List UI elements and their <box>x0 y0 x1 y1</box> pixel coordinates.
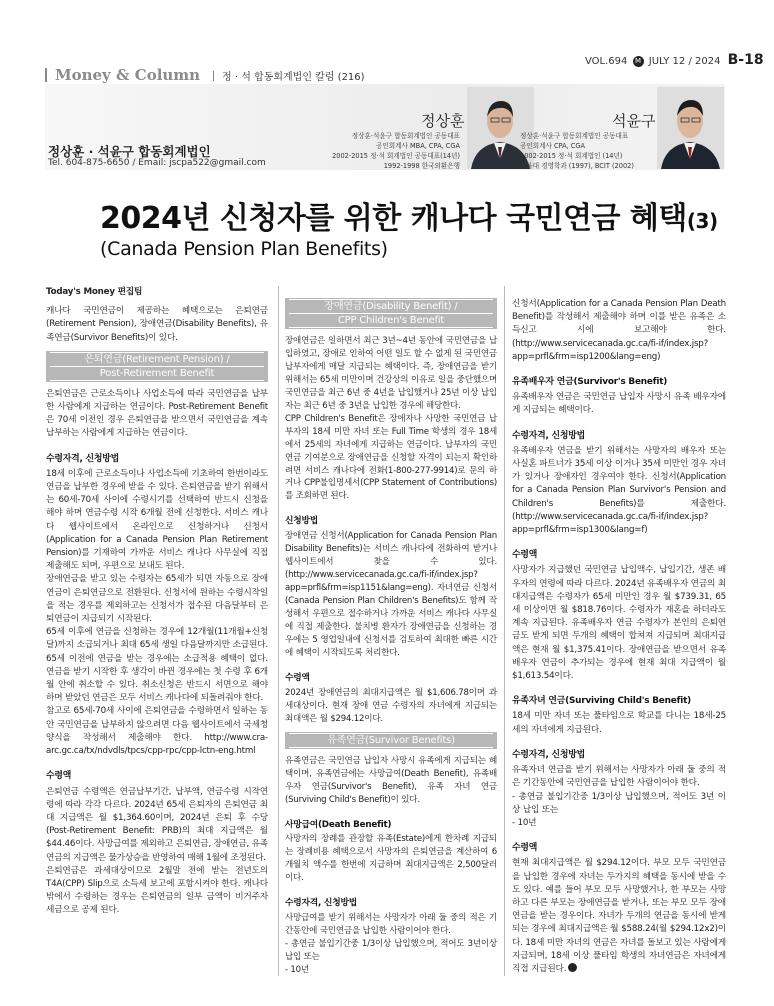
paragraph: 은퇴연금은 과세대상이므로 2월말 전에 받는 전년도의 T4A(CPP) Slip으로 소득세 보고에 포함시켜야 한다. 캐나다 밖에서 수령하는 경우는 은퇴연금의 일부 금액이 비거주자 세금으로 공제 된다. <box>46 865 268 916</box>
paragraph: 18세 미만 자녀 또는 풀타임으로 학교를 다니는 18세-25세의 자녀에게 지급된다. <box>512 711 726 735</box>
writer-2-credentials <box>520 131 652 171</box>
paragraph-text: 현재 최대지급액은 월 $294.12이다. 부모 모두 국민연금을 납입한 경우에 자녀는 두가지의 혜택을 동시에 받을 수도 있다. 예를 들어 부모 모두 사망했거나, 한 부모는 사망하고 다른 부모는 장애연금을 받거나, 또는 부모 모두 장애연금을 받는 경우이다. 자녀가 두개의 연금을 동시에 받게되는 경우에 최대지급액은 월 $588.24(월 $294.12x2)이다. 18세 미만 자녀의 연금은 자녀를 돌보고 있는 사람에게 지급되며, 18세 이상 풀타임 학생의 자녀연금은 자녀에게 직접 지급된다. <box>512 858 726 974</box>
subheading: 신청방법 <box>285 516 319 527</box>
subheading: 수령자격, 신청방법 <box>285 898 357 909</box>
firm-name: 정상훈 · 석윤구 합동회계법인 <box>48 144 211 159</box>
portrait-image <box>657 87 724 169</box>
subheading: 수령액 <box>512 843 538 854</box>
writer-2-photo <box>657 87 724 169</box>
subheading: 수령자격, 신청방법 <box>46 453 120 464</box>
writer-2-cred-line: 정상훈·석윤구 합동회계법인 공동대표 <box>520 132 629 140</box>
paragraph: 사망자의 장례를 관장할 유족(Estate)에게 한차례 지급되는 장례비용 혜택으로서 사망자의 은퇴연금을 계산하여 6개월치 액수를 한번에 지급하며 최대지급액은 2,500달러이다. <box>285 834 497 884</box>
paragraph: 장애연금 신청서(Application for Canada Pension Plan Disability Benefits)는 서비스 캐나다에 전화하여 받거나 웹사이트에서 찾을 수 있다.(http://www.servicecanada.gc.ca/fi-if/index.jsp?app=prfl&frm=isp1151&lang=eng). 자녀연금 신청서(Canada Pension Plan Children's Benefits)도 함께 작성해서 우편으로 접수하거나 가까운 서비스 캐나다 사무실에 직접 제출한다. 불치병 환자가 장애연금을 신청하는 경우에는 5 영업일내에 신청서를 검토하여 최대한 빠른 시간에 혜택이 시작되도록 처리한다. <box>285 531 497 658</box>
subheading: 유족배우자 연금(Survivor's Benefit) <box>512 377 668 388</box>
section-heading-line: 은퇴연금(Retirement Pension) / <box>50 352 264 367</box>
paragraph: - 총연금 불입기간중 1/3이상 납입했으며, 적어도 3년이상 납입 또는 <box>285 939 497 963</box>
subheading: 사망급여(Death Benefit) <box>285 819 392 830</box>
writer-2-name: 석윤구 <box>612 112 656 130</box>
paragraph: 참고로 65세-70세 사이에 은퇴연금을 수령하면서 일하는 동안 국민연금을 납부하지 않으려면 다음 웹사이트에서 국세청 양식을 작성해서 제출해야 한다. http://www.cra-arc.gc.ca/tx/ndvdls/tpcs/cpp-rpc/cpp-lctn-eng.html <box>46 706 268 757</box>
end-mark-icon <box>568 963 577 972</box>
paragraph: 은퇴연금은 근로소득이나 사업소득에 따라 국민연금을 납부한 사람에게 지급하는 연금이다. Post-Retirement Benefit은 70세 이전인 경우 은퇴연금을 받으면서 국민연금을 계속 납부하는 사람에게 지급하는 연금이다. <box>46 388 268 439</box>
writer-1-name: 정상훈 <box>421 112 465 130</box>
paragraph <box>512 857 726 976</box>
firm-contact: Tel. 604-875-6650 / Email: jscpa522@gmail.com <box>48 158 266 168</box>
section-heading-retirement <box>46 351 268 382</box>
subheading: 수령액 <box>512 550 538 561</box>
writer-1-cred-line: 정상훈·석윤구 합동회계법인 공동대표 <box>351 132 460 140</box>
paragraph: 사망자가 지급했던 국민연금 납입액수, 납입기간, 생존 배우자의 연령에 따라 다르다. 2024년 유족배우자 연금의 최대지급액은 수령자가 65세 미만인 경우 월 $739.31, 65세 이상이면 월 $818.76이다. 수령자가 재혼을 하더라도 계속 지급된다. 유족배우자 연금 수령자가 본인의 은퇴연금도 받게 되면 두개의 혜택이 합쳐져 지급되며 최대지급액은 현재 월 $1,375.41이다. 장애연금을 받으면서 유족배우자 연금이 추가되는 경우에 현재 최대 지급액이 월 $1,613.54이다. <box>512 565 726 682</box>
paragraph: 유족배우자 연금을 받기 위해서는 사망자의 배우자 또는 사실혼 파트너가 35세 이상 이거나 35세 미만인 경우 자녀가 있거나 장애자인 경우여야 한다. 신청서(Application for a Canada Pension Plan Survivor's Pension and Children's Benefits)를 제출한다.(http://www.servicecanada.gc.ca/fi-if/index.jsp?app=prfl&frm=isp1300&lang=f) <box>512 445 726 536</box>
brand-bar <box>45 68 47 82</box>
byline: Today's Money 편집팀 <box>46 287 143 297</box>
section-heading-line: Post-Retirement Benefit <box>50 367 264 381</box>
column-title-text: 정 · 석 합동회계법인 칼럼 (216) <box>222 72 365 83</box>
paragraph: 은퇴연금 수령액은 연금납부기간, 납부액, 연금수령 시작연령에 따라 각각 다르다. 2024년 65세 은퇴자의 은퇴연금 최대 지급액은 월 $1,364.60이며, 2024년 은퇴 후 수당(Post-Retirement Benefit: PRB)의 최대 지급액은 월 $44.46이다. 사망급여를 제외하고 은퇴연금, 장애연금, 유족연금의 지급액은 물가상승을 반영하여 매해 1월에 조정된다. <box>46 786 268 863</box>
paragraph: - 10년 <box>285 965 309 976</box>
column-title <box>213 68 365 83</box>
writer-2-cred-line: 서울대 경영학과 (1997), BCIT (2002) <box>520 162 634 170</box>
writer-2-cred-line: 공인회계사 CPA, CGA <box>520 142 586 150</box>
paragraph: 18세 이후에 근로소득이나 사업소득에 기초하여 한번이라도 연금을 납부한 경우에 받을 수 있다. 은퇴연금을 받기 위해서는 60세-70세 사이에 수령시기를 선택하여 반드시 신청을 해야 하며 연금수령 시작 6개월 전에 신청한다. 서비스 캐나다 웹사이트에서 온라인으로 신청하거나 신청서(Application for a Canada Pension Plan Retirement Pension)를 기재하여 가까운 서비스 캐나다 사무실에 직접 제출해도 되며, 우편으로 보내도 된다. <box>46 468 268 572</box>
paragraph: 65세 이후에 연금을 신청하는 경우에 12개월(11개월+신청 달)까지 소급되거나 최대 65세 생일 다음달까지만 소급된다. 65세 이전에 연금을 받는 경우에는 소급적용 혜택이 없다. 연금을 받기 시작한 후 생각이 바뀐 경우에는 첫 수령 후 6개월 안에 취소할 수 있다. 취소신청은 반드시 서면으로 해야 하며 받았던 연금은 모두 서비스 캐나다에 되돌려줘야 한다. <box>46 627 268 704</box>
subheading: 수령액 <box>285 672 310 683</box>
writer-1-cred-line: 공인회계사 MBA, CPA, CGA <box>376 142 460 150</box>
writer-2-cred-line: 2002-2015 정·석 회계법인 (14년) <box>520 152 623 160</box>
article-title-part: (3) <box>686 209 718 233</box>
subheading: 수령액 <box>46 771 72 782</box>
article-title-text: 2024년 신청자를 위한 캐나다 국민연금 혜택 <box>100 201 687 236</box>
section-heading-line: 유족연금(Survivor Benefits) <box>289 733 493 748</box>
writer-1-credentials <box>320 131 460 171</box>
subheading: 유족자녀 연금(Surviving Child's Benefit) <box>512 696 691 707</box>
paragraph: 사망급여를 받기 위해서는 사망자가 아래 둘 중의 적은 기간동안에 국민연금을 납입한 사람이어야 한다. <box>285 913 497 937</box>
paragraph: 2024년 장애연금의 최대지급액은 월 $1,606.78이며 과세대상이다. 현재 장애 연금 수령자의 자녀에게 지급되는 최대액은 월 $294.12이다. <box>285 687 497 724</box>
subheading: 수령자격, 신청방법 <box>512 749 586 760</box>
article-subtitle: (Canada Pension Plan Benefits) <box>100 238 388 260</box>
section-heading-line: 장애연금(Disability Benefit) / <box>289 299 493 314</box>
page-number: B-18 <box>727 52 764 68</box>
section-heading-line: CPP Children's Benefit <box>289 314 493 328</box>
paragraph: 장애연금은 일하면서 최근 3년~4년 동안에 국민연금을 납입하였고, 장애로 인하여 어떤 일도 할 수 없게 된 국민연금 납부자에게 매달 지급되는 혜택이다. 즉, 장애연금을 받기위해서는 65세 미만이며 건강상의 이유로 일을 중단했으며 국민연금을 최근 6년 중 4년을 납입했거나 25년 이상 납입자는 최근 6년 중 3년을 납입한 경우에 해당한다. <box>285 336 497 411</box>
paragraph: 장애연금을 받고 있는 수령자는 65세가 되면 자동으로 장애연금이 은퇴연금으로 전환된다. 신청서에 원하는 수령시작일을 적는 경우를 제외하고는 신청서가 접수된 다음달부터 은퇴연금이 지급되기 시작된다. <box>46 574 268 625</box>
column-2 <box>285 298 497 977</box>
issue-line <box>585 52 764 68</box>
paragraph: 유족자녀 연금을 받기 위해서는 사망자가 아래 둘 중의 적은 기간동안에 국민연금을 납입한 사람이어야 한다. <box>512 765 726 789</box>
writer-1-cred-line: 1992-1998 한국외환은행 <box>383 162 460 170</box>
section-heading-disability <box>285 298 497 329</box>
writer-1-cred-line: 2002-2015 정·석 회계법인 공동대표(14년) <box>332 152 460 160</box>
paragraph: 유족배우자 연금은 국민연금 납입자 사망시 유족 배우자에게 지급되는 혜택이다. <box>512 392 726 416</box>
section-heading-survivor <box>285 732 497 749</box>
paragraph: CPP Children's Benefit은 장애자나 사망한 국민연금 납부자의 18세 미만 자녀 또는 Full Time 학생의 경우 18세에서 25세의 자녀에게 지급하는 연금이다. 납부자의 국민연금 기여분으로 장애연금을 신청할 자격이 되는지 확인하려면 서비스 캐나다에 전화(1-800-277-9914)로 문의 하거나 CPP불입명세서(CPP Statement of Contributions)를 조회하면 된다. <box>285 413 497 502</box>
article-title <box>100 193 718 237</box>
paragraph: 캐나다 국민연금이 제공하는 혜택으로는 은퇴연금(Retirement Pension), 장애연금(Disability Benefits), 유족연금(Survivor Benefits)이 있다. <box>46 306 268 343</box>
issue-volume: VOL.694 <box>585 56 628 67</box>
magazine-logo-icon: M <box>633 56 644 67</box>
paragraph: 신청서(Application for a Canada Pension Plan Death Benefit)를 작성해서 제출해야 하며 이를 받은 유족은 소득신고 시에 보고해야 한다.(http://www.servicecanada.gc.ca/fi-if/index.jsp?app=prfl&frm=isp1200&lang=eng) <box>512 299 726 362</box>
column-divider <box>504 286 505 976</box>
subheading: 수령자격, 신청방법 <box>512 430 586 441</box>
column-divider <box>278 286 279 976</box>
paragraph: 유족연금은 국민연금 납입자 사망시 유족에게 지급되는 혜택이며, 유족연금에는 사망급여(Death Benefit), 유족배우자 연금(Survivor's Benefit), 유족 자녀 연금(Surviving Child's Benefit)이 있다. <box>285 755 497 805</box>
title-separator <box>213 71 214 81</box>
brand-label: Money & Column <box>55 66 201 84</box>
paragraph: - 총연금 불입기간중 1/3이상 납입했으며, 적어도 3년 이상 납입 또는 <box>512 791 726 815</box>
column-3 <box>512 298 726 976</box>
issue-date: JULY 12 / 2024 <box>648 56 721 67</box>
section-brand <box>45 66 200 84</box>
column-1 <box>46 286 268 918</box>
paragraph: - 10년 <box>512 817 537 828</box>
